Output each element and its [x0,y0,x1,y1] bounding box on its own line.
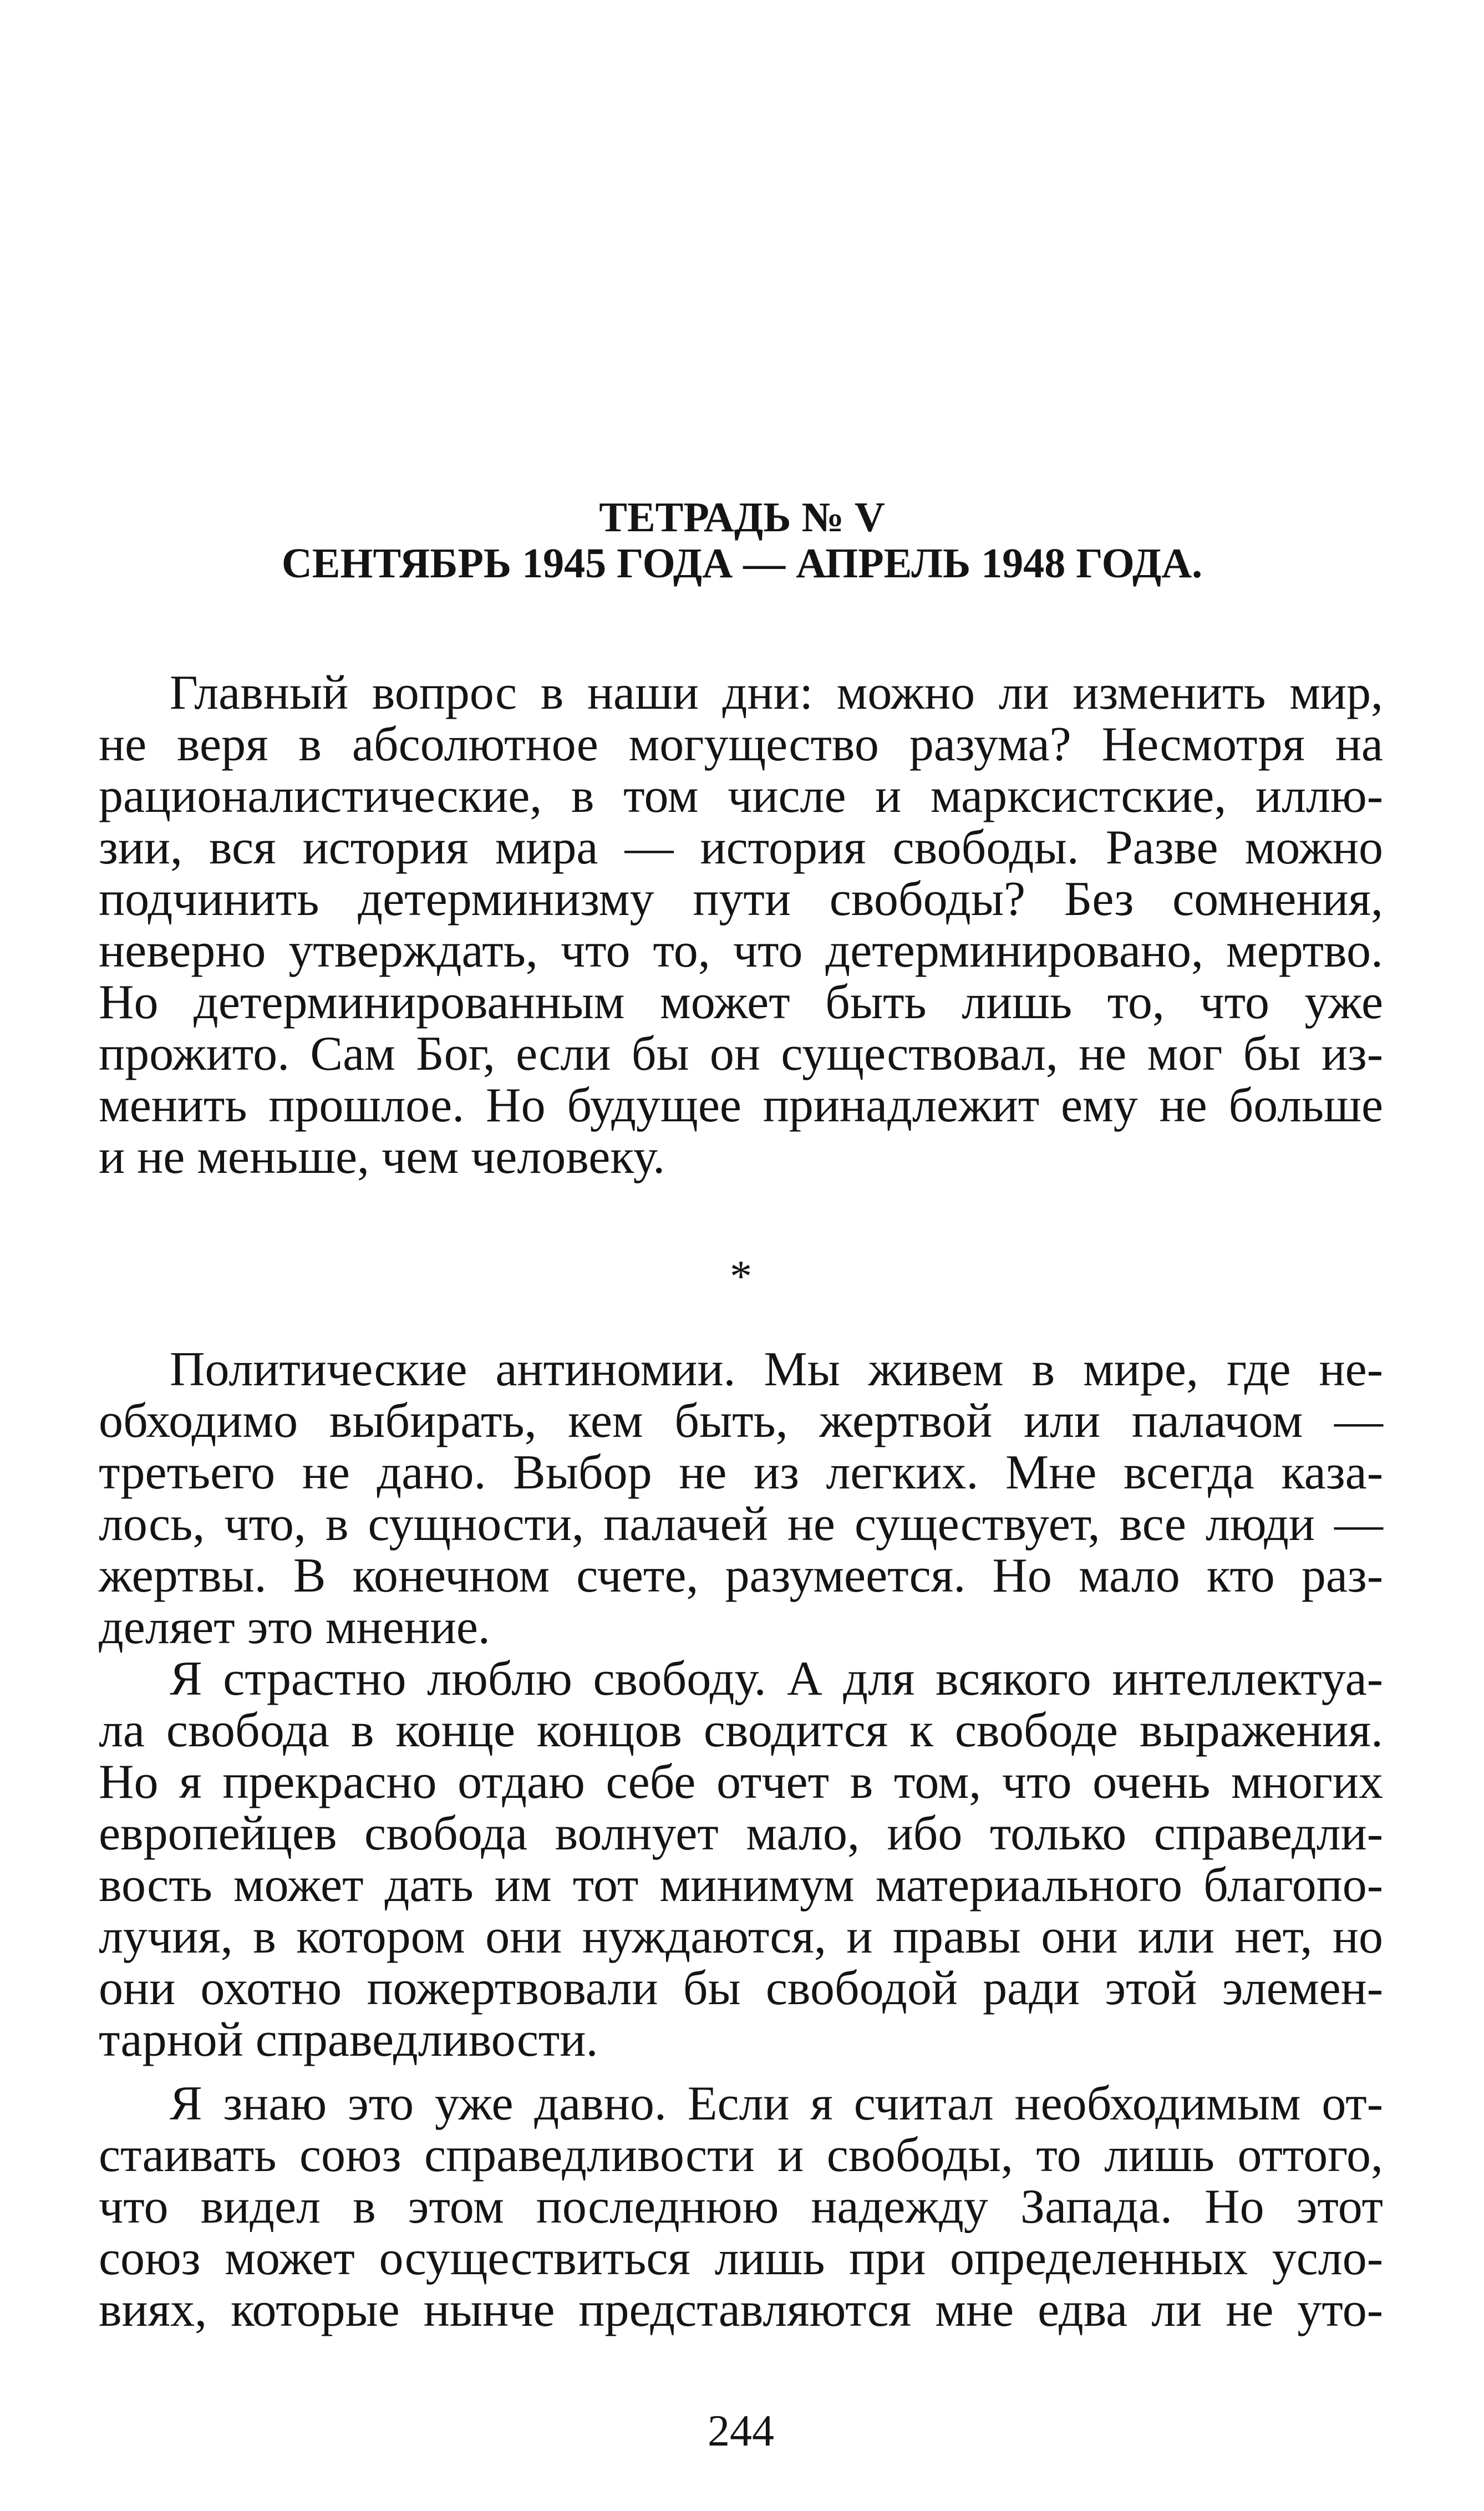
text-line: подчинить детерминизму пути свободы? Без сомнения, [99,872,1383,926]
text-line: они охотно пожертвовали бы свободой ради этой элемен- [99,1961,1383,2015]
text-line: Политические антиномии. Мы живем в мире, где не- [170,1343,1383,1396]
text-line: жертвы. В конечном счете, разумеется. Но мало кто раз- [99,1549,1383,1603]
text-line: лось, что, в сущности, палачей не существует, все люди — [99,1497,1383,1551]
text-line: Я страстно люблю свободу. А для всякого интеллектуа- [170,1652,1383,1706]
text-line: Главный вопрос в наши дни: можно ли изменить мир, [170,666,1383,720]
text-line: рационалистические, в том числе и марксистские, иллю- [99,769,1383,823]
text-line: виях, которые нынче представляются мне едва ли не уто- [99,2283,1383,2337]
page-number: 244 [708,2407,774,2456]
section-separator: * [730,1252,752,1301]
text-line: не веря в абсолютное могущество разума? Несмотря на [99,718,1383,771]
text-line: вость может дать им тот минимум материального благопо- [99,1858,1383,1912]
text-line: лучия, в котором они нуждаются, и правы они или нет, но [99,1910,1383,1964]
text-line: деляет это мнение. [99,1600,490,1654]
chapter-title: ТЕТРАДЬ № V [599,494,885,541]
chapter-date-range: СЕНТЯБРЬ 1945 ГОДА — АПРЕЛЬ 1948 ГОДА. [281,540,1203,587]
text-line: Но детерминированным может быть лишь то, что уже [99,975,1383,1029]
text-line: и не меньше, чем человеку. [99,1130,665,1184]
text-line: ла свобода в конце концов сводится к свободе выражения. [99,1704,1383,1757]
text-line: прожито. Сам Бог, если бы он существовал, не мог бы из- [99,1027,1383,1081]
text-line: Но я прекрасно отдаю себе отчет в том, что очень многих [99,1755,1383,1809]
text-line: неверно утверждать, что то, что детерминировано, мертво. [99,924,1383,978]
text-line: обходимо выбирать, кем быть, жертвой или палачом — [99,1394,1383,1448]
text-line: менить прошлое. Но будущее принадлежит ему не больше [99,1079,1383,1132]
text-line: третьего не дано. Выбор не из легких. Мне всегда каза- [99,1446,1383,1500]
text-line: стаивать союз справедливости и свободы, то лишь оттого, [99,2128,1383,2182]
text-line: зии, вся история мира — история свободы. Разве можно [99,821,1383,875]
text-line: тарной справедливости. [99,2013,598,2067]
text-line: европейцев свобода волнует мало, ибо только справедли- [99,1807,1383,1861]
text-line: Я знаю это уже давно. Если я считал необходимым от- [170,2077,1383,2131]
text-line: что видел в этом последнюю надежду Запада. Но этот [99,2180,1383,2234]
text-line: союз может осуществиться лишь при определенных усло- [99,2232,1383,2285]
